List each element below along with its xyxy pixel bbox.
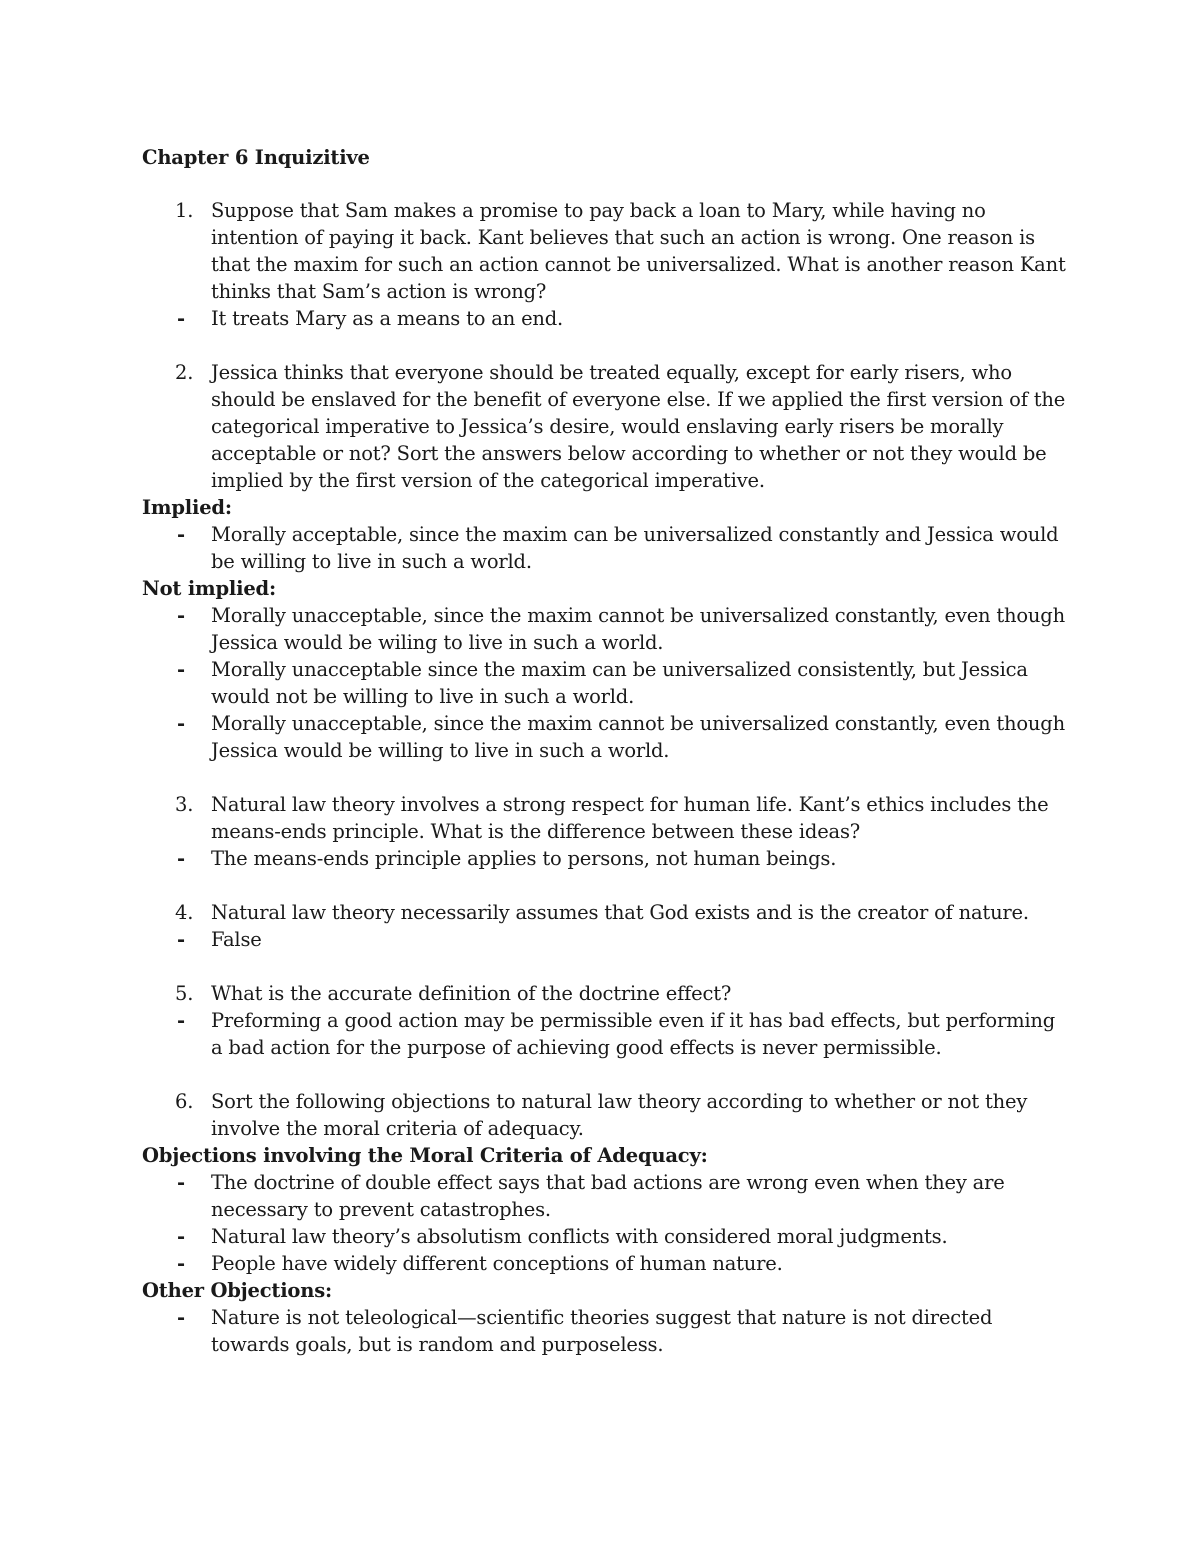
- list-item-text: Morally acceptable, since the maxim can be universalized constantly and Jessica would be willing to live in such a world.: [211, 523, 1059, 573]
- list-item-text: Natural law theory’s absolutism conflicts with considered moral judgments.: [211, 1225, 948, 1248]
- answer-1: [142, 305, 1072, 332]
- dash-bullet-icon: -: [177, 307, 185, 330]
- list-item: [142, 602, 1072, 656]
- answer-text: False: [211, 928, 262, 951]
- list-item: [142, 521, 1072, 575]
- answer-text: The means-ends principle applies to persons, not human beings.: [211, 847, 837, 870]
- question-3: [142, 791, 1072, 845]
- question-text: What is the accurate definition of the doctrine effect?: [211, 982, 732, 1005]
- list-item: [142, 1223, 1072, 1250]
- list-item-text: The doctrine of double effect says that bad actions are wrong even when they are necessary to prevent catastrophes.: [211, 1171, 1005, 1221]
- question-number: 2.: [175, 361, 194, 384]
- question-number: 5.: [175, 982, 194, 1005]
- question-number: 6.: [175, 1090, 194, 1113]
- list-item-text: Morally unacceptable since the maxim can be universalized consistently, but Jessica would not be willing to live in such a world.: [211, 658, 1028, 708]
- dash-bullet-icon: -: [177, 1225, 185, 1248]
- dash-bullet-icon: -: [177, 1252, 185, 1275]
- implied-label: Implied:: [142, 496, 232, 519]
- answer-3: [142, 845, 1072, 872]
- question-text: Natural law theory necessarily assumes that God exists and is the creator of nature.: [211, 901, 1029, 924]
- answer-text: It treats Mary as a means to an end.: [211, 307, 564, 330]
- dash-bullet-icon: -: [177, 1306, 185, 1329]
- dash-bullet-icon: -: [177, 1171, 185, 1194]
- dash-bullet-icon: -: [177, 1009, 185, 1032]
- question-number: 4.: [175, 901, 194, 924]
- dash-bullet-icon: -: [177, 712, 185, 735]
- dash-bullet-icon: -: [177, 847, 185, 870]
- question-text: Sort the following objections to natural law theory according to whether or not they involve the moral criteria of adequacy.: [211, 1090, 1028, 1140]
- list-item: [142, 1250, 1072, 1277]
- list-item-text: Morally unacceptable, since the maxim cannot be universalized constantly, even though Jessica would be wiling to live in such a world.: [211, 604, 1065, 654]
- answer-5: [142, 1007, 1072, 1061]
- list-item: [142, 1304, 1072, 1358]
- question-6: [142, 1088, 1072, 1142]
- not-implied-label: Not implied:: [142, 577, 276, 600]
- list-item: [142, 710, 1072, 764]
- moral-criteria-label: Objections involving the Moral Criteria of Adequacy:: [142, 1144, 708, 1167]
- list-item: [142, 1169, 1072, 1223]
- list-item: [142, 656, 1072, 710]
- question-5: [142, 980, 1072, 1007]
- question-text: Jessica thinks that everyone should be treated equally, except for early risers, who should be enslaved for the benefit of everyone else. If we applied the first version of the categorical imperative to Jessica’s desire, would enslaving early risers be morally acceptable or not? Sort the answers below according to whether or not they would be implied by the first version of the categorical imperative.: [211, 361, 1066, 492]
- question-4: [142, 899, 1072, 926]
- dash-bullet-icon: -: [177, 658, 185, 681]
- dash-bullet-icon: -: [177, 604, 185, 627]
- list-item-text: Nature is not teleological—scientific theories suggest that nature is not directed towards goals, but is random and purposeless.: [211, 1306, 993, 1356]
- other-objections-label: Other Objections:: [142, 1279, 332, 1302]
- answer-text: Preforming a good action may be permissible even if it has bad effects, but performing a bad action for the purpose of achieving good effects is never permissible.: [211, 1009, 1056, 1059]
- question-text: Natural law theory involves a strong respect for human life. Kant’s ethics includes the means-ends principle. What is the difference between these ideas?: [211, 793, 1049, 843]
- dash-bullet-icon: -: [177, 523, 185, 546]
- answer-4: [142, 926, 1072, 953]
- dash-bullet-icon: -: [177, 928, 185, 951]
- question-1: [142, 197, 1072, 305]
- list-item-text: Morally unacceptable, since the maxim cannot be universalized constantly, even though Jessica would be willing to live in such a world.: [211, 712, 1065, 762]
- list-item-text: People have widely different conceptions of human nature.: [211, 1252, 783, 1275]
- document-title: Chapter 6 Inquizitive: [142, 146, 370, 169]
- question-number: 1.: [175, 199, 194, 222]
- document-page: [142, 144, 1072, 1358]
- question-number: 3.: [175, 793, 194, 816]
- question-2: [142, 359, 1072, 494]
- question-text: Suppose that Sam makes a promise to pay back a loan to Mary, while having no intention of paying it back. Kant believes that such an action is wrong. One reason is that the maxim for such an action cannot be universalized. What is another reason Kant thinks that Sam’s action is wrong?: [211, 199, 1066, 303]
